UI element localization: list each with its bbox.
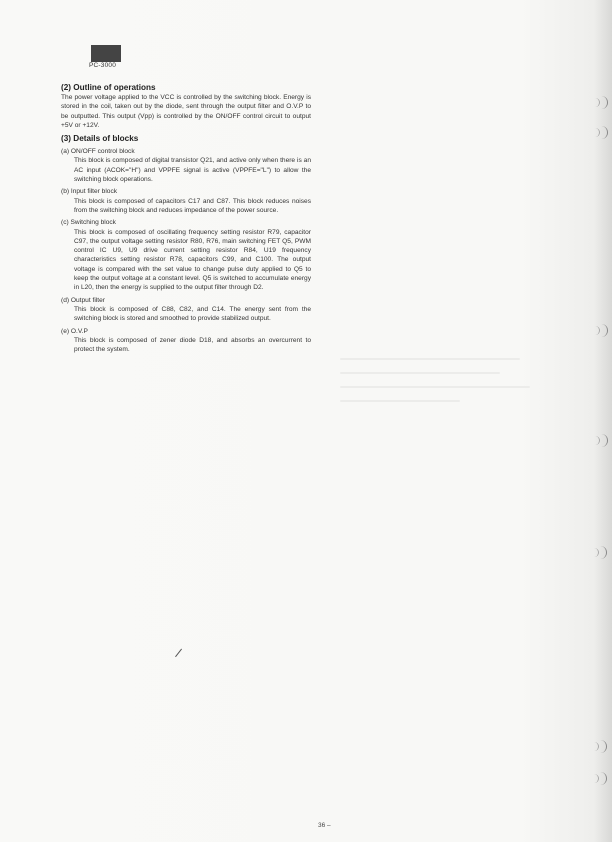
punch-hole-mark: [599, 740, 607, 753]
outline-heading: (2) Outline of operations: [61, 83, 156, 92]
block-e-text: This block is composed of zener diode D18, and absorbs an overcurrent to protect the system.: [74, 336, 311, 354]
block-c-text: This block is composed of oscillating frequency setting resistor R79, capacitor C97, the output voltage setting resistor R80, R76, main switching FET Q5, PWM control IC U9, U9 drive current setting resistor R84, U19 frequency characteristics setting resistor R78, capacitors C99, and C100. The output voltage is compared with the set value to change pulse duty applied to Q5 to keep the output voltage at a constant level. Q5 is switched to accumulate energy in L20, then the energy is supplied to the output filter through D2.: [74, 228, 311, 292]
bleed-through-line: [340, 400, 460, 402]
block-d: [61, 296, 311, 324]
block-a-text: This block is composed of digital transistor Q21, and active only when there is an AC input (ACOK="H") and VPPFE signal is active (VPPFE="L") to allow the switching block operations.: [74, 157, 311, 184]
page-number: 36 –: [318, 822, 331, 829]
block-b-text: This block is composed of capacitors C17 and C87. This block reduces noises from the switching block and reduces impedance of the power source.: [74, 197, 311, 214]
model-number: PC-3000: [89, 62, 117, 69]
punch-hole-mark: [599, 546, 607, 559]
block-a: [61, 147, 311, 184]
block-d-title: (d) Output filter: [61, 296, 105, 304]
punch-hole-mark: [600, 434, 608, 447]
outline-text: The power voltage applied to the VCC is controlled by the switching block. Energy is stored in the coil, taken out by the diode, sent through the output filter and O.V.P to be outputted. This output (Vpp) is controlled by the ON/OFF control circuit to output +5V or +12V.: [61, 94, 311, 129]
details-heading: (3) Details of blocks: [61, 134, 139, 144]
block-e: [61, 327, 311, 355]
main-content: [61, 82, 311, 354]
block-c-title: (c) Switching block: [61, 219, 116, 227]
punch-hole-mark: [599, 772, 607, 785]
block-b-title: (b) Input filter block: [61, 188, 118, 196]
block-e-title: (e) O.V.P: [61, 327, 88, 335]
header-black-block: [91, 45, 121, 62]
bleed-through-line: [340, 386, 530, 388]
bleed-through-line: [340, 358, 520, 360]
pen-stroke-mark: [175, 649, 182, 658]
block-a-title: (a) ON/OFF control block: [61, 148, 135, 156]
block-c: [61, 218, 311, 292]
punch-hole-mark: [600, 96, 608, 109]
block-b: [61, 187, 311, 215]
punch-hole-mark: [600, 126, 608, 139]
block-d-text: This block is composed of C88, C82, and C14. The energy sent from the switching block is stored and smoothed to provide stabilized output.: [74, 305, 311, 323]
bleed-through-line: [340, 372, 500, 374]
punch-hole-mark: [600, 324, 608, 337]
